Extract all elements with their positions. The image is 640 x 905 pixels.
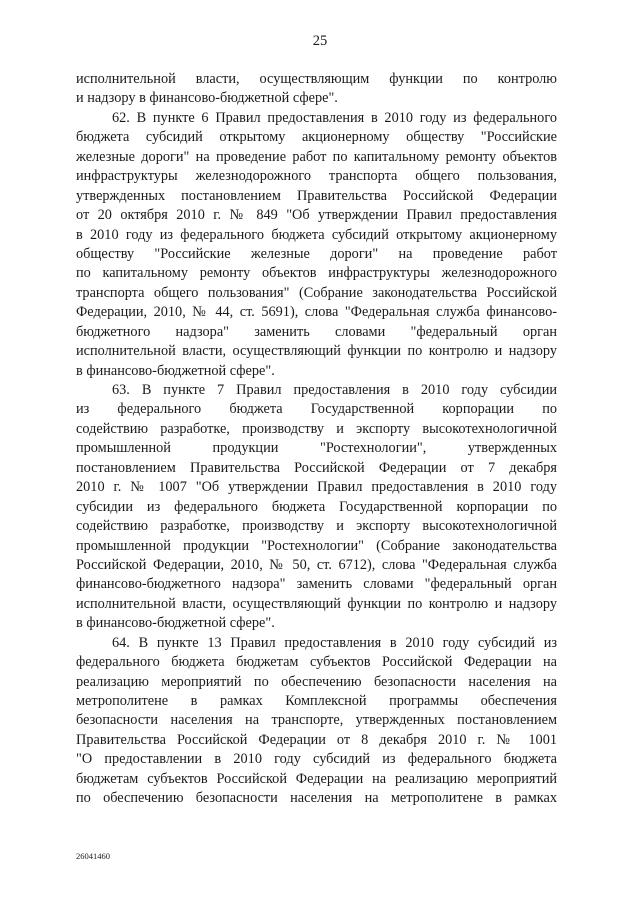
- page-number: 25: [312, 33, 328, 49]
- text-line: Российской Федерации, 2010, № 50, ст. 6712), слова "Федеральная служба: [76, 556, 557, 573]
- paragraph-64-first-line: 64. В пункте 13 Правил предоставления в 2010 году субсидий из: [112, 634, 557, 651]
- text-line: по обеспечению безопасности населения на метрополитене в рамках: [76, 790, 557, 807]
- text-line: бюджетам субъектов Российской Федерации на реализацию мероприятий: [76, 770, 557, 787]
- text-line: утвержденных постановлением Правительства Российской Федерации: [76, 187, 557, 204]
- text-line: постановлением Правительства Российской Федерации от 7 декабря: [76, 459, 557, 476]
- text-line: в 2010 году из федерального бюджета субсидий открытому акционерному: [76, 226, 557, 243]
- text-line: безопасности населения на транспорте, утвержденных постановлением: [76, 712, 557, 729]
- text-line: обществу "Российские железные дороги" на проведение работ: [76, 245, 557, 262]
- text-line: Правительства Российской Федерации от 8 декабря 2010 г. № 1001: [76, 731, 557, 748]
- document-code: 26041460: [76, 851, 110, 861]
- text-line: реализацию мероприятий по обеспечению безопасности населения на: [76, 673, 557, 690]
- text-line: содействию разработке, производству и экспорту высокотехнологичной: [76, 420, 557, 437]
- text-line: федерального бюджета бюджетам субъектов Российской Федерации на: [76, 654, 557, 671]
- text-line: промышленной продукции "Ростехнологии" (Собрание законодательства: [76, 537, 557, 554]
- text-line: исполнительной власти, осуществляющим функции по контролю: [76, 71, 557, 87]
- text-line: от 20 октября 2010 г. № 849 "Об утверждении Правил предоставления: [76, 207, 557, 224]
- text-line: субсидии из федерального бюджета Государственной корпорации по: [76, 498, 557, 515]
- text-line: метрополитене в рамках Комплексной программы обеспечения: [76, 693, 557, 709]
- text-line: в финансово-бюджетной сфере".: [76, 362, 275, 379]
- text-line: инфраструктуры железнодорожного транспорта общего пользования,: [76, 168, 557, 185]
- text-line: Федерации, 2010, № 44, ст. 5691), слова "Федеральная служба финансово-: [76, 304, 557, 321]
- text-line: и надзору в финансово-бюджетной сфере".: [76, 90, 338, 107]
- text-line: 2010 г. № 1007 "Об утверждении Правил предоставления в 2010 году: [76, 479, 557, 496]
- document-body: [76, 70, 557, 809]
- paragraph-62-first-line: 62. В пункте 6 Правил предоставления в 2010 году из федерального: [112, 109, 557, 126]
- text-line: из федерального бюджета Государственной корпорации по: [76, 401, 557, 418]
- text-line: бюджета субсидий открытому акционерному обществу "Российские: [76, 129, 557, 146]
- text-line: по капитальному ремонту объектов инфраструктуры железнодорожного: [76, 265, 557, 282]
- text-line: бюджетного надзора" заменить словами "федеральный орган: [76, 323, 557, 340]
- text-line: исполнительной власти, осуществляющий функции по контролю и надзору: [76, 595, 557, 612]
- text-line: содействию разработке, производству и экспорту высокотехнологичной: [76, 518, 557, 535]
- text-line: исполнительной власти, осуществляющий функции по контролю и надзору: [76, 343, 557, 360]
- text-line: промышленной продукции "Ростехнологии", утвержденных: [76, 440, 557, 457]
- text-line: финансово-бюджетного надзора" заменить словами "федеральный орган: [76, 576, 557, 593]
- text-line: в финансово-бюджетной сфере".: [76, 615, 275, 632]
- text-line: железные дороги" на проведение работ по капитальному ремонту объектов: [76, 148, 557, 165]
- text-line: "О предоставлении в 2010 году субсидий из федерального бюджета: [76, 751, 557, 768]
- paragraph-63-first-line: 63. В пункте 7 Правил предоставления в 2010 году субсидии: [112, 382, 557, 398]
- text-line: транспорта общего пользования" (Собрание законодательства Российской: [76, 284, 557, 301]
